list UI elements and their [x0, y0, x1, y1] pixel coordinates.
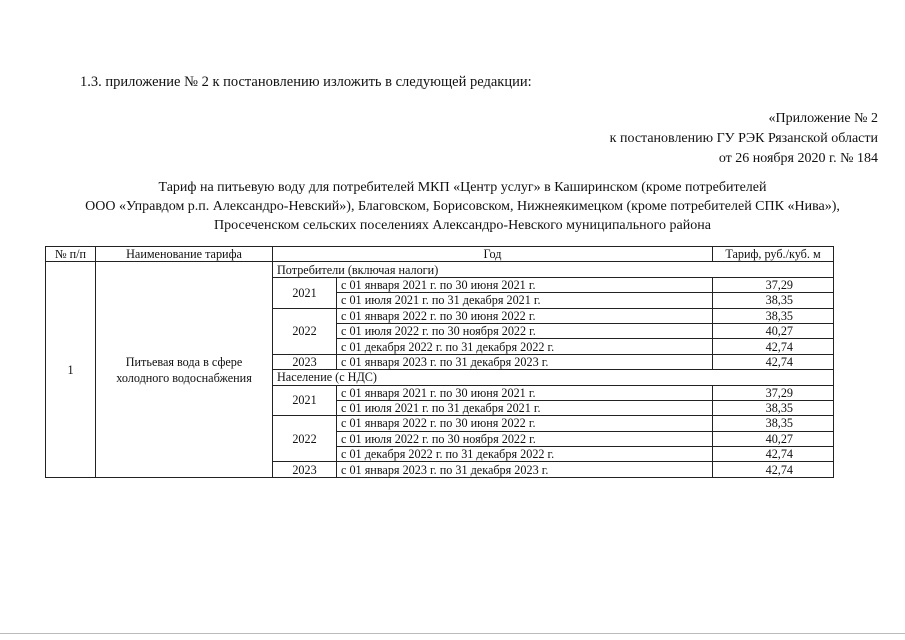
period-cell: с 01 декабря 2022 г. по 31 декабря 2022 г.: [337, 339, 713, 354]
year-cell: 2021: [273, 385, 337, 416]
title-line-2: ООО «Управдом р.п. Александро-Невский»), Благовском, Борисовском, Нижнеякимецком (кроме потребителей СПК «Нива»),: [85, 199, 840, 214]
value-cell: 38,35: [713, 416, 834, 431]
year-cell: 2023: [273, 462, 337, 477]
header-tariff-name: Наименование тарифа: [96, 247, 273, 262]
value-cell: 42,74: [713, 447, 834, 462]
period-cell: с 01 января 2023 г. по 31 декабря 2023 г.: [337, 354, 713, 369]
title-line-3: Просеченском сельских поселениях Александро-Невского муниципального района: [214, 218, 711, 233]
period-cell: с 01 июля 2022 г. по 30 ноября 2022 г.: [337, 323, 713, 338]
header-year: Год: [273, 247, 713, 262]
document-title: [10, 178, 905, 235]
table-row: [46, 262, 834, 277]
value-cell: 38,35: [713, 293, 834, 308]
group-label: Потребители (включая налоги): [273, 262, 834, 277]
table-header-row: [46, 247, 834, 262]
period-cell: с 01 декабря 2022 г. по 31 декабря 2022 г.: [337, 447, 713, 462]
header-number: № п/п: [46, 247, 96, 262]
amendment-clause: 1.3. приложение № 2 к постановлению изложить в следующей редакции:: [80, 74, 532, 90]
year-cell: 2022: [273, 416, 337, 462]
period-cell: с 01 июля 2021 г. по 31 декабря 2021 г.: [337, 293, 713, 308]
value-cell: 38,35: [713, 400, 834, 415]
year-cell: 2022: [273, 308, 337, 354]
period-cell: с 01 января 2021 г. по 30 июня 2021 г.: [337, 385, 713, 400]
value-cell: 37,29: [713, 277, 834, 292]
annex-header: [478, 109, 878, 169]
header-tariff-value: Тариф, руб./куб. м: [713, 247, 834, 262]
value-cell: 42,74: [713, 339, 834, 354]
value-cell: 42,74: [713, 462, 834, 477]
title-line-1: Тариф на питьевую воду для потребителей МКП «Центр услуг» в Каширинском (кроме потребителей: [158, 180, 767, 195]
period-cell: с 01 января 2022 г. по 30 июня 2022 г.: [337, 416, 713, 431]
period-cell: с 01 января 2021 г. по 30 июня 2021 г.: [337, 277, 713, 292]
value-cell: 37,29: [713, 385, 834, 400]
annex-resolution: к постановлению ГУ РЭК Рязанской области: [609, 131, 878, 146]
tariff-name: Питьевая вода в сфере холодного водоснабжения: [96, 262, 273, 477]
page-edge-line: [0, 633, 905, 634]
value-cell: 38,35: [713, 308, 834, 323]
annex-date: от 26 ноября 2020 г. № 184: [718, 151, 878, 166]
annex-title: «Приложение № 2: [768, 111, 878, 126]
row-number: 1: [46, 262, 96, 477]
year-cell: 2023: [273, 354, 337, 369]
value-cell: 40,27: [713, 323, 834, 338]
value-cell: 42,74: [713, 354, 834, 369]
period-cell: с 01 января 2022 г. по 30 июня 2022 г.: [337, 308, 713, 323]
period-cell: с 01 июля 2021 г. по 31 декабря 2021 г.: [337, 400, 713, 415]
year-cell: 2021: [273, 277, 337, 308]
period-cell: с 01 июля 2022 г. по 30 ноября 2022 г.: [337, 431, 713, 446]
tariff-table: [45, 246, 834, 478]
period-cell: с 01 января 2023 г. по 31 декабря 2023 г.: [337, 462, 713, 477]
group-label: Население (с НДС): [273, 370, 834, 385]
value-cell: 40,27: [713, 431, 834, 446]
